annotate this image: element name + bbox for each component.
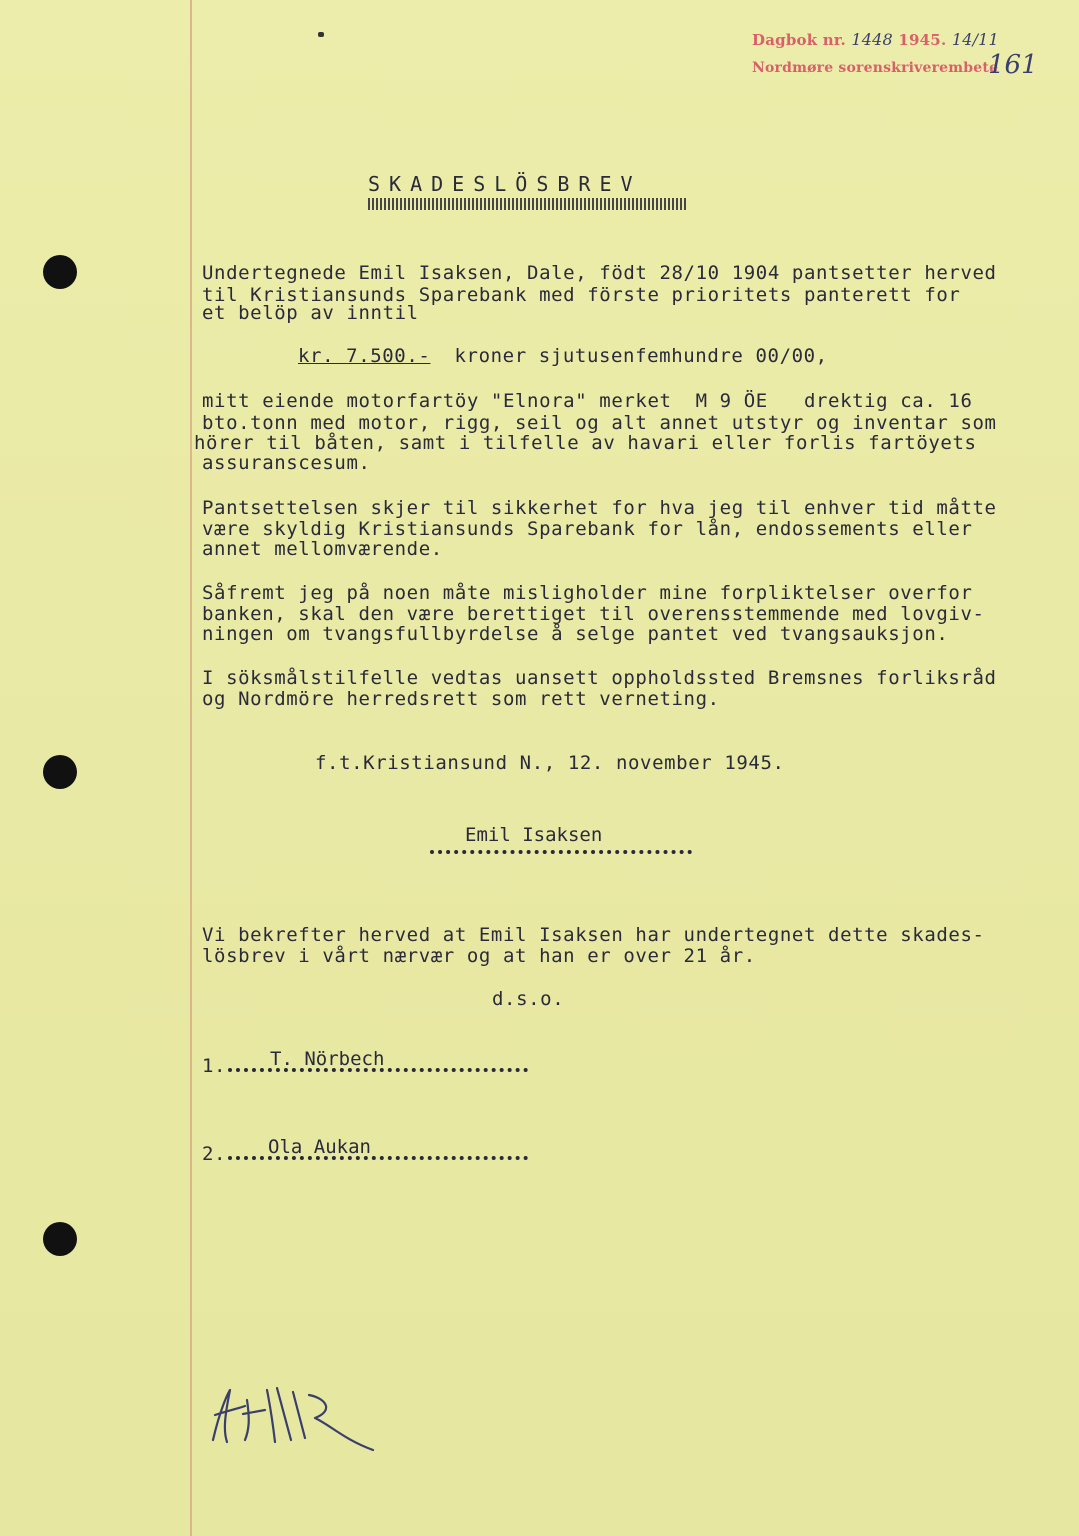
witness-2-name: Ola Aukan [268, 1136, 371, 1158]
punch-hole-middle [43, 755, 77, 789]
text-line: Vi bekrefter herved at Emil Isaksen har undertegnet dette skades- [202, 924, 985, 946]
text-line: et belöp av inntil [202, 302, 419, 324]
dagbok-year: 1945. [898, 31, 947, 49]
office-stamp: Nordmøre sorenskriverembete [752, 60, 999, 76]
signature-dotted-line [430, 850, 692, 854]
text-line: Pantsettelsen skjer til sikkerhet for hva jeg til enhver tid måtte [202, 497, 997, 519]
text-line: assuranscesum. [202, 452, 371, 474]
punch-hole-bottom [43, 1222, 77, 1256]
witness-1-dotted-line [228, 1068, 528, 1072]
dagbok-label: Dagbok nr. [752, 31, 846, 49]
text-line: være skyldig Kristiansunds Sparebank for lån, endossements eller [202, 518, 973, 540]
witness-2-number: 2. [202, 1143, 227, 1165]
document-title: SKADESLÖSBREV [368, 172, 642, 196]
text-line: ningen om tvangsfullbyrdelse å selge pantet ved tvangsauksjon. [202, 623, 949, 645]
text-line: hörer til båten, samt i tilfelle av havari eller forlis fartöyets [194, 432, 977, 454]
page-number: 161 [988, 50, 1038, 80]
title-underline [368, 198, 688, 210]
dso-abbreviation: d.s.o. [492, 988, 565, 1010]
text-line: I söksmålstilfelle vedtas uansett oppholdssted Bremsnes forliksråd [202, 667, 997, 689]
punch-hole-top [43, 255, 77, 289]
amount-value: kr. 7.500.- [298, 345, 431, 367]
ink-mark [318, 32, 324, 37]
text-line: bto.tonn med motor, rigg, seil og alt annet utstyr og inventar som [202, 412, 997, 434]
text-line: Undertegnede Emil Isaksen, Dale, födt 28/10 1904 pantsetter herved [202, 262, 997, 284]
place-date: f.t.Kristiansund N., 12. november 1945. [315, 752, 785, 774]
signature-name: Emil Isaksen [465, 824, 603, 846]
witness-1-number: 1. [202, 1055, 227, 1077]
witness-1-name: T. Nörbech [270, 1048, 385, 1070]
dagbok-number: 1448 [851, 30, 893, 49]
witness-2-dotted-line [228, 1156, 528, 1160]
text-line: annet mellomværende. [202, 538, 443, 560]
margin-line [190, 0, 192, 1536]
text-line: banken, skal den være berettiget til overensstemmende med lovgiv- [202, 603, 985, 625]
dagbok-stamp [752, 30, 999, 49]
dagbok-date: 14/11 [951, 30, 999, 49]
amount-line [298, 345, 828, 367]
handwritten-annotation [205, 1370, 395, 1460]
text-line: Såfremt jeg på noen måte misligholder mine forpliktelser overfor [202, 582, 973, 604]
text-line: lösbrev i vårt nærvær og at han er over 21 år. [202, 945, 756, 967]
text-line: til Kristiansunds Sparebank med förste prioritets panterett for [202, 284, 961, 306]
text-line: mitt eiende motorfartöy "Elnora" merket M 9 ÖE drektig ca. 16 [202, 390, 973, 412]
amount-words: kroner sjutusenfemhundre 00/00, [454, 345, 828, 367]
text-line: og Nordmöre herredsrett som rett verneting. [202, 688, 720, 710]
